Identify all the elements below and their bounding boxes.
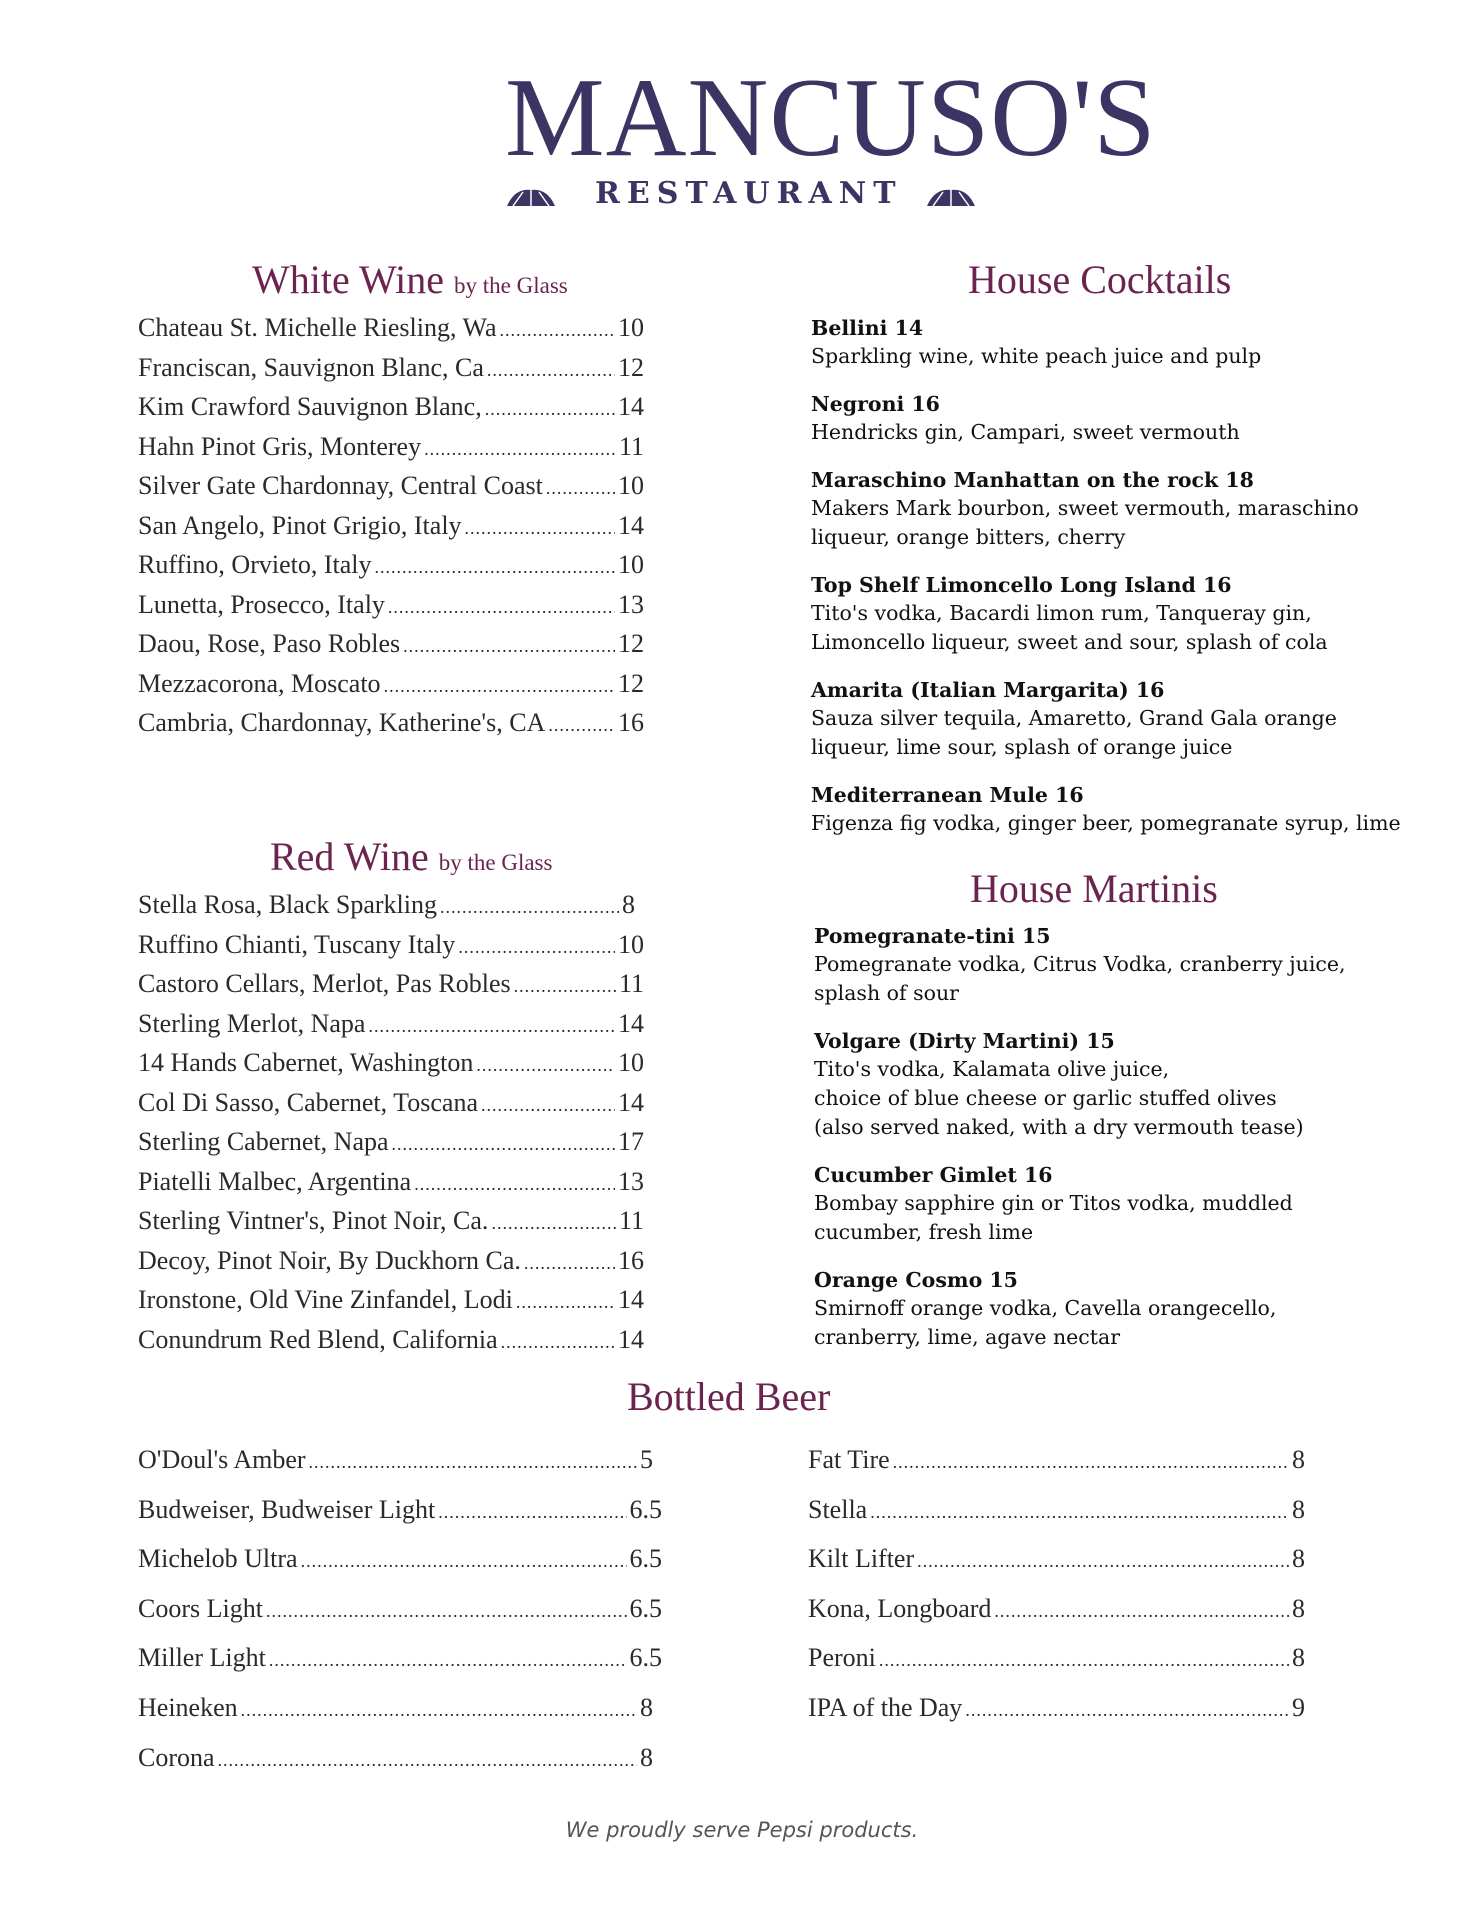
- shell-icon: [925, 186, 977, 208]
- white-wine-list: [138, 313, 644, 748]
- menu-item: [138, 969, 644, 1009]
- menu-item: [808, 1544, 1314, 1594]
- dot-leader: [546, 478, 615, 499]
- description-line: Sparkling wine, white peach juice and pulp: [811, 344, 1262, 368]
- menu-item: [138, 890, 644, 930]
- dot-leader: [392, 1134, 615, 1155]
- drink-item: [814, 1161, 1346, 1247]
- menu-item: [138, 1544, 662, 1594]
- dot-leader: [499, 320, 615, 341]
- dot-leader: [465, 518, 615, 539]
- menu-item: [138, 1206, 644, 1246]
- dot-leader: [440, 897, 619, 918]
- item-price: 11: [618, 1206, 644, 1235]
- drink-item: [811, 466, 1401, 552]
- item-name: Miller Light: [138, 1643, 266, 1673]
- item-price: 11: [618, 431, 644, 461]
- item-price: 11: [618, 969, 644, 998]
- description-line: liqueur, lime sour, splash of orange juice: [811, 735, 1233, 759]
- footer-note: We proudly serve Pepsi products.: [565, 1818, 919, 1842]
- drink-description: [811, 704, 1401, 762]
- red-wine-list: [138, 890, 644, 1364]
- drink-item: [814, 922, 1346, 1008]
- drink-name: Amarita (Italian Margarita) 16: [811, 678, 1165, 702]
- house-martinis-heading: House Martinis: [970, 866, 1218, 911]
- white-wine-heading: White Wine by the Glass: [252, 257, 568, 302]
- item-price: 6.5: [629, 1643, 662, 1673]
- drink-description: [811, 342, 1401, 371]
- red-wine-heading: Red Wine by the Glass: [270, 834, 553, 879]
- drink-item: [811, 314, 1401, 371]
- dot-leader: [879, 1650, 1289, 1671]
- menu-item: [138, 669, 644, 709]
- drink-description: [811, 418, 1401, 447]
- drink-name: Volgare (Dirty Martini) 15: [814, 1029, 1115, 1053]
- description-line: Makers Mark bourbon, sweet vermouth, maraschino: [811, 496, 1359, 520]
- beer-list-right: [808, 1445, 1314, 1743]
- item-price: 14: [618, 1285, 644, 1314]
- description-line: Figenza fig vodka, ginger beer, pomegranate syrup, lime: [811, 811, 1401, 835]
- menu-item: [138, 1743, 662, 1793]
- martini-list: [814, 922, 1346, 1371]
- item-price: 14: [618, 392, 644, 421]
- menu-item: [138, 1167, 644, 1207]
- dot-leader: [458, 937, 615, 958]
- description-line: choice of blue cheese or garlic stuffed olives: [814, 1086, 1277, 1110]
- menu-item: [138, 1693, 662, 1743]
- menu-item: [808, 1693, 1314, 1743]
- item-name: Franciscan, Sauvignon Blanc, Ca: [138, 352, 484, 382]
- menu-item: [138, 1127, 644, 1167]
- item-price: 10: [618, 1048, 644, 1077]
- cocktail-list: [811, 314, 1401, 857]
- menu-item: [138, 708, 644, 748]
- item-name: Stella: [808, 1494, 868, 1524]
- dot-leader: [994, 1601, 1289, 1622]
- item-name: Lunetta, Prosecco, Italy: [138, 589, 385, 619]
- item-price: 14: [618, 1324, 644, 1354]
- item-name: O'Doul's Amber: [138, 1445, 306, 1474]
- dot-leader: [403, 636, 615, 657]
- description-line: (also served naked, with a dry vermouth tease): [814, 1115, 1304, 1139]
- description-line: Sauza silver tequila, Amaretto, Grand Gala orange: [811, 706, 1337, 730]
- item-name: Fat Tire: [808, 1445, 890, 1474]
- menu-item: [138, 1088, 644, 1128]
- menu-item: [138, 471, 644, 511]
- dot-leader: [414, 1174, 615, 1195]
- description-line: Limoncello liqueur, sweet and sour, splash of cola: [811, 630, 1328, 654]
- item-name: 14 Hands Cabernet, Washington: [138, 1048, 474, 1077]
- drink-description: [811, 809, 1401, 838]
- drink-name: Negroni 16: [811, 392, 940, 416]
- dot-leader: [424, 439, 616, 460]
- description-line: Pomegranate vodka, Citrus Vodka, cranberry juice,: [814, 952, 1346, 976]
- item-name: Ironstone, Old Vine Zinfandel, Lodi: [138, 1285, 513, 1314]
- dot-leader: [309, 1452, 637, 1473]
- dot-leader: [301, 1551, 627, 1572]
- item-name: Conundrum Red Blend, California: [138, 1324, 498, 1354]
- item-name: Daou, Rose, Paso Robles: [138, 629, 401, 658]
- item-price: 8: [640, 1742, 653, 1772]
- drink-name: Maraschino Manhattan on the rock 18: [811, 468, 1254, 492]
- menu-item: [138, 1495, 662, 1545]
- item-price: 10: [618, 471, 644, 500]
- menu-item: [138, 629, 644, 669]
- drink-name: Top Shelf Limoncello Long Island 16: [811, 573, 1232, 597]
- item-name: IPA of the Day: [808, 1692, 963, 1722]
- item-name: Budweiser, Budweiser Light: [138, 1494, 436, 1524]
- drink-item: [811, 676, 1401, 762]
- drink-name: Mediterranean Mule 16: [811, 783, 1084, 807]
- menu-item: [138, 432, 644, 472]
- menu-item: [808, 1445, 1314, 1495]
- item-name: Ruffino, Orvieto, Italy: [138, 550, 372, 579]
- dot-leader: [514, 976, 616, 997]
- item-price: 12: [618, 668, 644, 698]
- beer-list-left: [138, 1445, 662, 1792]
- drink-item: [814, 1027, 1346, 1142]
- dot-leader: [485, 399, 615, 420]
- item-price: 13: [618, 1166, 644, 1196]
- description-line: Bombay sapphire gin or Titos vodka, muddled: [814, 1191, 1293, 1215]
- menu-item: [138, 590, 644, 630]
- menu-item: [808, 1495, 1314, 1545]
- item-name: Decoy, Pinot Noir, By Duckhorn Ca.: [138, 1245, 521, 1275]
- dot-leader: [501, 1332, 615, 1353]
- logo-wordmark: MANCUSO'S: [505, 56, 1157, 180]
- item-name: San Angelo, Pinot Grigio, Italy: [138, 510, 462, 540]
- dot-leader: [965, 1700, 1289, 1721]
- item-price: 6.5: [629, 1593, 662, 1623]
- dot-leader: [476, 1055, 615, 1076]
- dot-leader: [384, 676, 615, 697]
- drink-item: [811, 390, 1401, 447]
- dot-leader: [438, 1502, 626, 1523]
- item-price: 8: [1292, 1643, 1305, 1673]
- item-price: 8: [1292, 1593, 1305, 1623]
- menu-item: [138, 1594, 662, 1644]
- item-price: 8: [1292, 1494, 1305, 1524]
- item-name: Castoro Cellars, Merlot, Pas Robles: [138, 969, 511, 998]
- item-name: Kilt Lifter: [808, 1544, 915, 1574]
- drink-item: [811, 781, 1401, 838]
- dot-leader: [481, 1095, 615, 1116]
- description-line: cranberry, lime, agave nectar: [814, 1325, 1121, 1349]
- item-price: 8: [622, 890, 635, 919]
- description-line: Hendricks gin, Campari, sweet vermouth: [811, 420, 1240, 444]
- drink-name: Orange Cosmo 15: [814, 1268, 1018, 1292]
- drink-item: [814, 1266, 1346, 1352]
- dot-leader: [266, 1601, 627, 1622]
- item-name: Sterling Cabernet, Napa: [138, 1127, 389, 1156]
- drink-item: [811, 571, 1401, 657]
- item-price: 13: [618, 589, 644, 619]
- item-price: 8: [1292, 1445, 1305, 1474]
- drink-description: [814, 950, 1346, 1008]
- item-name: Kona, Longboard: [808, 1593, 992, 1623]
- shell-icon: [505, 186, 557, 208]
- menu-item: [808, 1643, 1314, 1693]
- description-line: Tito's vodka, Bacardi limon rum, Tanqueray gin,: [811, 601, 1312, 625]
- menu-item: [138, 353, 644, 393]
- item-price: 10: [618, 929, 644, 959]
- menu-item: [138, 1325, 644, 1365]
- dot-leader: [269, 1650, 627, 1671]
- dot-leader: [548, 715, 615, 736]
- dot-leader: [388, 597, 615, 618]
- dot-leader: [368, 1016, 615, 1037]
- menu-item: [138, 1009, 644, 1049]
- drink-name: Cucumber Gimlet 16: [814, 1163, 1053, 1187]
- item-price: 12: [618, 352, 644, 382]
- menu-item: [138, 1048, 644, 1088]
- description-line: cucumber, fresh lime: [814, 1220, 1034, 1244]
- item-price: 16: [618, 1245, 644, 1275]
- item-name: Corona: [138, 1742, 215, 1772]
- menu-item: [138, 1246, 644, 1286]
- description-line: Tito's vodka, Kalamata olive juice,: [814, 1057, 1170, 1081]
- item-name: Michelob Ultra: [138, 1544, 298, 1574]
- item-price: 10: [618, 313, 644, 342]
- menu-item: [138, 1643, 662, 1693]
- dot-leader: [491, 1213, 616, 1234]
- description-line: Smirnoff orange vodka, Cavella orangecello,: [814, 1296, 1277, 1320]
- item-name: Col Di Sasso, Cabernet, Toscana: [138, 1087, 478, 1117]
- dot-leader: [917, 1551, 1289, 1572]
- dot-leader: [241, 1700, 637, 1721]
- dot-leader: [374, 557, 615, 578]
- restaurant-logo: [505, 56, 1157, 212]
- bottled-beer-heading: Bottled Beer: [627, 1374, 831, 1419]
- drink-name: Bellini 14: [811, 316, 924, 340]
- item-price: 6.5: [629, 1544, 662, 1574]
- item-name: Coors Light: [138, 1593, 263, 1623]
- drink-name: Pomegranate-tini 15: [814, 924, 1051, 948]
- dot-leader: [218, 1750, 637, 1771]
- drink-description: [814, 1294, 1346, 1352]
- description-line: liqueur, orange bitters, cherry: [811, 525, 1126, 549]
- house-cocktails-heading: House Cocktails: [968, 257, 1232, 302]
- item-price: 14: [618, 1087, 644, 1117]
- item-price: 8: [640, 1692, 653, 1722]
- item-name: Stella Rosa, Black Sparkling: [138, 890, 437, 919]
- item-name: Heineken: [138, 1692, 238, 1722]
- item-name: Peroni: [808, 1643, 876, 1673]
- item-name: Mezzacorona, Moscato: [138, 668, 381, 698]
- item-name: Hahn Pinot Gris, Monterey: [138, 431, 422, 461]
- item-price: 9: [1292, 1692, 1305, 1722]
- item-name: Cambria, Chardonnay, Katherine's, CA: [138, 708, 546, 737]
- item-name: Sterling Merlot, Napa: [138, 1008, 366, 1038]
- item-name: Ruffino Chianti, Tuscany Italy: [138, 929, 456, 959]
- menu-item: [138, 550, 644, 590]
- menu-item: [138, 1285, 644, 1325]
- item-price: 14: [618, 510, 644, 540]
- drink-description: [811, 494, 1401, 552]
- item-name: Chateau St. Michelle Riesling, Wa: [138, 313, 497, 342]
- dot-leader: [516, 1292, 615, 1313]
- menu-item: [138, 392, 644, 432]
- item-price: 16: [618, 708, 644, 737]
- item-price: 10: [618, 550, 644, 579]
- dot-leader: [524, 1253, 615, 1274]
- item-name: Sterling Vintner's, Pinot Noir, Ca.: [138, 1206, 489, 1235]
- menu-item: [138, 313, 644, 353]
- dot-leader: [870, 1502, 1289, 1523]
- logo-subtitle: RESTAURANT: [595, 176, 903, 211]
- item-price: 17: [618, 1127, 644, 1156]
- item-name: Piatelli Malbec, Argentina: [138, 1166, 412, 1196]
- drink-description: [814, 1189, 1346, 1247]
- menu-item: [808, 1594, 1314, 1644]
- item-price: 6.5: [629, 1494, 662, 1524]
- item-name: Silver Gate Chardonnay, Central Coast: [138, 471, 543, 500]
- drink-description: [811, 599, 1401, 657]
- description-line: splash of sour: [814, 981, 959, 1005]
- menu-item: [138, 1445, 662, 1495]
- dot-leader: [893, 1452, 1289, 1473]
- item-price: 8: [1292, 1544, 1305, 1574]
- menu-item: [138, 511, 644, 551]
- item-price: 12: [618, 629, 644, 658]
- item-price: 5: [640, 1445, 653, 1474]
- drink-description: [814, 1055, 1346, 1142]
- item-price: 14: [618, 1008, 644, 1038]
- item-name: Kim Crawford Sauvignon Blanc,: [138, 392, 482, 421]
- menu-item: [138, 930, 644, 970]
- dot-leader: [487, 360, 615, 381]
